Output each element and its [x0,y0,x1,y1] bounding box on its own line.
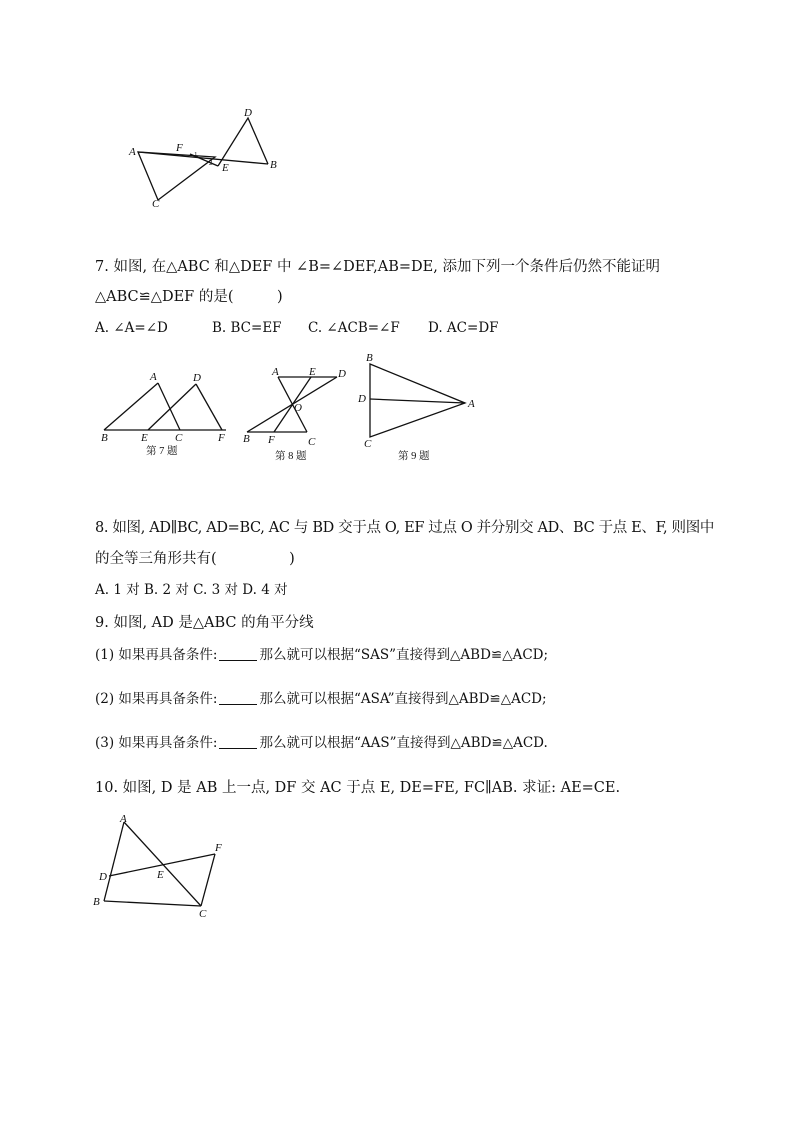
fig10-label-b: B [93,896,100,908]
fig10-label-f: F [215,842,222,854]
fig10-label-a: A [120,813,127,825]
fig-top-angle-1: 1 [194,151,198,159]
figure-10 [88,810,238,925]
q7-option-c: C. ∠ACB=∠F [308,320,400,336]
fig10-label-c: C [199,908,207,920]
q10-text: 10. 如图, D 是 AB 上一点, DF 交 AC 于点 E, DE=FE, FC∥AB. 求证: AE=CE. [95,780,621,796]
fig10-label-e: E [157,869,164,881]
figure-7 [98,368,238,463]
q9-part-3-suffix: 那么就可以根据“AAS”直接得到△ABD≌△ACD. [259,735,548,751]
fig7-ab [104,383,158,430]
fig8-caption: 第 8 题 [275,451,307,462]
fig-top-triangle-dbe [218,118,268,166]
q7-option-d: D. AC=DF [428,320,499,336]
q9-part-3-blank[interactable] [219,734,257,749]
q9-part-3 [95,733,548,753]
fig-top-label-f: F [176,142,183,154]
q8-options: A. 1 对 B. 2 对 C. 3 对 D. 4 对 [95,582,288,598]
fig8-label-o: O [294,402,302,414]
q9-part-1-blank[interactable] [219,646,257,661]
fig8-label-c: C [308,436,316,448]
fig10-label-d: D [99,871,107,883]
fig-top-label-c: C [152,198,160,210]
fig-top-label-b: B [270,159,277,171]
fig8-label-e: E [309,366,316,378]
q7-options [95,318,499,338]
fig7-ed [148,384,196,430]
q7-line-1: 7. 如图, 在△ABC 和△DEF 中 ∠B=∠DEF,AB=DE, 添加下列一个条件后仍然不能证明 [95,259,660,275]
fig10-bc [104,901,201,906]
fig8-label-f: F [268,434,275,446]
fig7-label-a: A [150,371,157,383]
fig7-caption: 第 7 题 [146,446,178,457]
q8-line-1: 8. 如图, AD∥BC, AD=BC, AC 与 BD 交于点 O, EF 过点 O 并分别交 AD、BC 于点 E、F, 则图中 [95,520,714,536]
fig7-label-d: D [193,372,201,384]
figure-8 [243,366,358,466]
fig9-ad [370,399,465,403]
fig9-label-c: C [364,438,372,450]
fig8-label-a: A [272,366,279,378]
fig10-fc [201,854,215,906]
fig9-caption: 第 9 题 [398,451,430,462]
fig7-df [196,384,222,430]
fig-top-label-e: E [222,162,229,174]
q7-option-b: B. BC=EF [212,320,282,336]
q9-part-2 [95,689,547,709]
fig7-ac [158,383,180,430]
q8-line-2: 的全等三角形共有( ) [95,551,295,567]
q7-line-2: △ABC≌△DEF 的是( ) [95,289,283,305]
fig7-label-b: B [101,432,108,444]
q9-part-1-prefix: (1) 如果再具备条件: [95,647,218,663]
fig7-label-e: E [141,432,148,444]
q9-part-2-prefix: (2) 如果再具备条件: [95,691,218,707]
fig-top-label-a: A [129,146,136,158]
fig10-ab [104,822,124,901]
fig-top-label-d: D [244,107,252,119]
fig-top-line-ab [138,152,268,164]
figure-top [120,100,290,215]
fig10-ac [124,822,201,906]
q9-stem: 9. 如图, AD 是△ABC 的角平分线 [95,615,314,631]
fig7-label-f: F [218,432,225,444]
fig7-label-c: C [175,432,183,444]
fig-top-angle-2: 2 [209,159,213,167]
q7-option-a: A. ∠A=∠D [95,320,168,336]
fig9-label-d: D [358,393,366,405]
q9-part-1 [95,645,548,665]
q9-part-2-suffix: 那么就可以根据“ASA”直接得到△ABD≌△ACD; [259,691,547,707]
fig8-label-b: B [243,433,250,445]
figure-9 [358,350,488,465]
fig8-label-d: D [338,368,346,380]
q9-part-3-prefix: (3) 如果再具备条件: [95,735,218,751]
fig9-label-b: B [366,352,373,364]
q9-part-1-suffix: 那么就可以根据“SAS”直接得到△ABD≌△ACD; [259,647,549,663]
fig8-ef [274,377,311,432]
fig9-label-a: A [468,398,475,410]
q9-part-2-blank[interactable] [219,690,257,705]
